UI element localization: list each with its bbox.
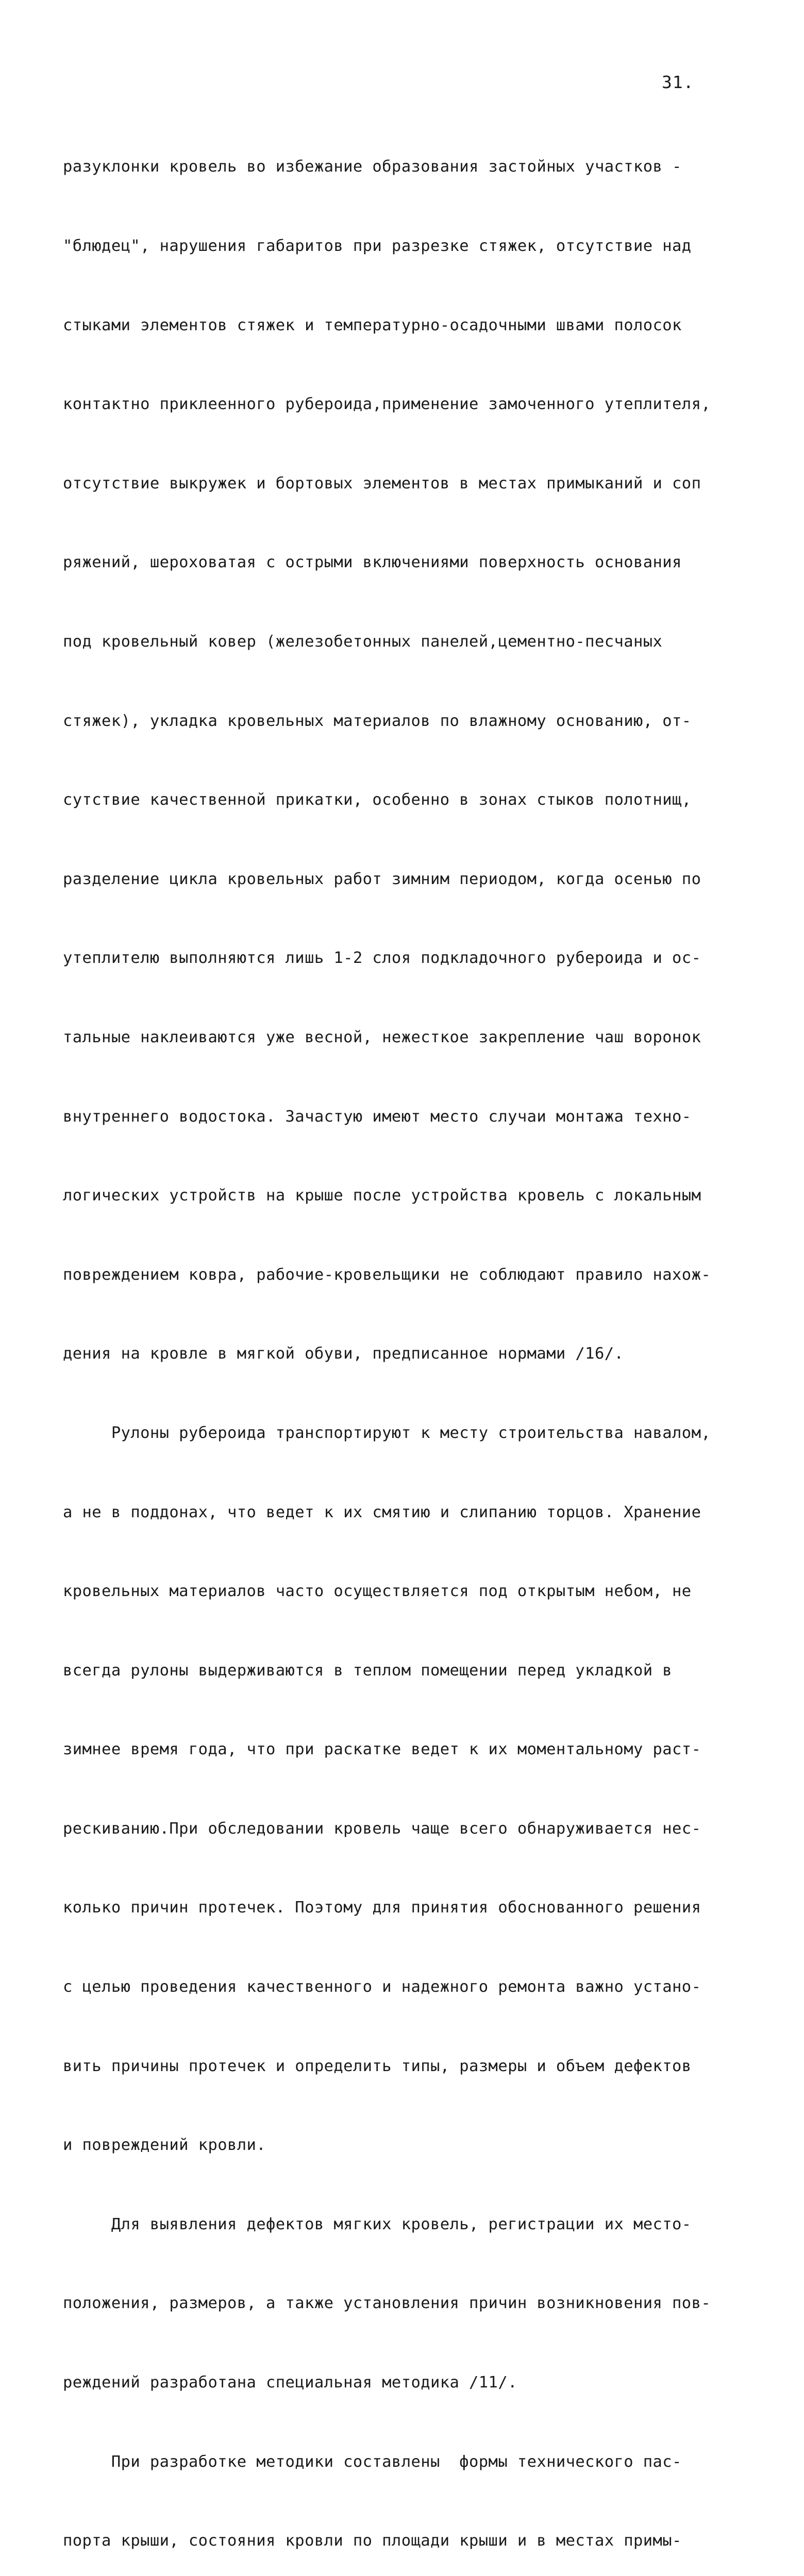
text-line: стяжек), укладка кровельных материалов по влажному основанию, от- — [63, 711, 692, 730]
paragraph-start-line: Рулоны рубероида транспортируют к месту строительства навалом, — [63, 1423, 711, 1442]
text-line: логических устройств на крыше после устройства кровель с локальным — [63, 1187, 701, 1205]
text-line: колько причин протечек. Поэтому для принятия обоснованного решения — [63, 1899, 701, 1917]
text-line: разделение цикла кровельных работ зимним периодом, когда осенью по — [63, 870, 701, 888]
text-line: положения, размеров, а также установления причин возникновения пов- — [63, 2294, 711, 2313]
text-line: отсутствие выкружек и бортовых элементов в местах примыканий и соп — [63, 474, 701, 493]
text-line: зимнее время года, что при раскатке ведет к их моментальному раст- — [63, 1740, 701, 1759]
text-line: рескиванию.При обследовании кровель чаще всего обнаруживается нес- — [63, 1819, 701, 1838]
text-line: разуклонки кровель во избежание образования застойных участков - — [63, 158, 682, 176]
paragraph-start-line: При разработке методики составлены формы технического пас- — [63, 2452, 682, 2471]
text-line: тальные наклеиваются уже весной, нежесткое закрепление чаш воронок — [63, 1028, 701, 1046]
text-line: порта крыши, состояния кровли по площади крыши и в местах примы- — [63, 2532, 682, 2550]
text-line: дения на кровле в мягкой обуви, предписанное нормами /16/. — [63, 1345, 624, 1363]
text-line: сутствие качественной прикатки, особенно в зонах стыков полотнищ, — [63, 791, 692, 809]
text-line: под кровельный ковер (железобетонных панелей,цементно-песчаных — [63, 632, 663, 651]
text-line: внутреннего водостока. Зачастую имеют место случаи монтажа техно- — [63, 1107, 692, 1126]
text-line: утеплителю выполняются лишь 1-2 слоя подкладочного рубероида и ос- — [63, 949, 701, 968]
paragraph-start-line: Для выявления дефектов мягких кровель, регистрации их место- — [63, 2215, 692, 2233]
text-line: с целью проведения качественного и надежного ремонта важно устано- — [63, 1978, 701, 1996]
text-line: а не в поддонах, что ведет к их смятию и слипанию торцов. Хранение — [63, 1503, 701, 1521]
text-line: кровельных материалов часто осуществляется под открытым небом, не — [63, 1582, 692, 1601]
body-text — [63, 101, 795, 2576]
text-line: всегда рулоны выдерживаются в теплом помещении перед укладкой в — [63, 1661, 673, 1680]
text-line: вить причины протечек и определить типы, размеры и объем дефектов — [63, 2057, 692, 2075]
text-line: реждений разработана специальная методика /11/. — [63, 2374, 517, 2392]
text-line: ряжений, шероховатая с острыми включениями поверхность основания — [63, 553, 682, 572]
text-line: повреждением ковра, рабочие-кровельщики не соблюдают правило нахож- — [63, 1265, 711, 1284]
text-line: "блюдец", нарушения габаритов при разрезке стяжек, отсутствие над — [63, 237, 692, 255]
text-line: стыками элементов стяжек и температурно-осадочными швами полосок — [63, 316, 682, 334]
page-number: 31. — [662, 72, 694, 92]
text-line: контактно приклеенного рубероида,применение замоченного утеплителя, — [63, 395, 711, 414]
text-line: и повреждений кровли. — [63, 2136, 266, 2155]
